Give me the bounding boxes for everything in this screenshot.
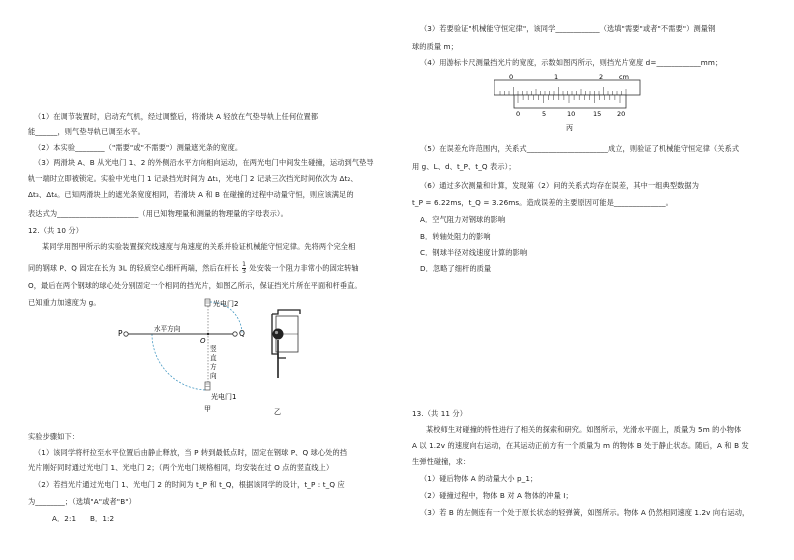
caption-jia: 甲 [204,405,211,413]
q11-line-6: Δt₃、Δt₄。已知两滑块上的遮光条宽度相同，若滑块 A 和 B 在碰撞的过程中动量守恒，则应该满足的 [28,190,354,199]
q13-sub-2: （2）碰撞过程中，物体 B 对 A 物体的冲量 I； [420,491,573,500]
q12-part6-line-2: t_P = 6.22ms，t_Q = 3.26ms。造成误差的主要原因可能是______________。 [412,198,673,207]
label-horizontal: 水平方向 [154,325,181,333]
choice-d: D．忽略了细杆的质量 [420,264,492,273]
q13-line-3: 生弹性碰撞，求： [412,457,471,466]
q13-line-2: A 以 1.2v 的速度向右运动，在其运动正前方有一个质量为 m 的物体 B 处于静止状态。随后，A 和 B 发 [412,441,749,450]
q12-part5-line-1: （5）在误差允许范围内，关系式______________________成立，则验证了机械能守恒定律（关系式 [420,144,740,153]
fraction-denominator: 3 [242,268,247,275]
step-2a: （2）若挡光片通过光电门 1、光电门 2 的时间为 t_P 和 t_Q，根据该同学的设计，t_P : t_Q 应 [34,480,345,489]
photogate-2 [205,299,210,306]
circular-path-left [152,334,206,390]
vernier-label-10: 10 [567,110,576,118]
photogate-1 [205,382,210,390]
q12-part4: （4）用游标卡尺测量挡光片的宽度，示数如图丙所示，则挡光片宽度 d=____________mm； [420,58,723,67]
q13-sub-3: （3）若 B 的左侧连有一个处于原长状态的轻弹簧，如图所示。物体 A 仍然相同速度 1.2v 向右运动， [420,508,750,517]
fraction-numerator: 1 [242,261,247,268]
ball-q [233,332,237,336]
step-1b: 光片刚好同时通过光电门 1、光电门 2；（两个光电门规格相同，均安装在过 O 点的竖直线上） [28,463,334,472]
option-a: A．2:1 [52,514,77,523]
main-label-0: 0 [509,73,514,81]
vernier-label-20: 20 [617,110,626,118]
q12-part6-line-1: （6）通过多次测量和计算，发现第（2）问的关系式均存在误差，其中一组典型数据为 [420,181,699,190]
label-p: P [118,329,123,338]
q11-line-4: （3）两滑块 A、B 从光电门 1、2 的外侧沿水平方向相向运动，在两光电门中间发生碰撞，运动到气垫导 [34,158,374,167]
label-gate2: 光电门2 [213,300,239,308]
choice-b: B．转轴处阻力的影响 [420,232,491,241]
q11-line-3: （2）本实验________（"需要"或"不需要"）测量遮光条的宽度。 [34,143,243,152]
q12-part3-line-2: 球的质量 m； [412,42,458,51]
fraction [242,262,246,275]
label-q: Q [239,329,245,338]
main-scale [494,80,640,95]
q12-line-2 [28,262,359,275]
choice-c: C．钢球半径对线速度计算的影响 [420,248,528,257]
q12-line-3: O，最后在两个钢球的球心处分别固定一个相同的挡光片，如图乙所示，保证挡光片所在平面和杆垂直。 [28,281,362,290]
figure-yi [256,306,316,422]
q13-line-1: 某校师生对碰撞的特性进行了相关的探索和研究。如图所示，光滑水平面上，质量为 5m 的小物体 [426,425,742,434]
q12-part5-line-2: 用 g、L、d、t_P、t_Q 表示）； [412,162,516,171]
label-vertical-4: 向 [210,372,217,380]
label-o: O [200,337,206,345]
pivot-o [207,333,209,335]
steps-title: 实验步骤如下： [28,432,80,441]
caption-bing: 丙 [566,124,573,132]
option-b: B．1:2 [90,514,115,523]
step-1a: （1）该同学将杆拉至水平位置后由静止释放，当 P 转到最低点时，固定在钢球 P、Q 球心处的挡 [34,448,348,457]
main-unit: cm [619,73,629,81]
q13-sub-1: （1）碰后物体 A 的动量大小 p_1； [420,474,538,483]
label-vertical-1: 竖 [210,345,217,353]
q12-line-2b: 处安装一个阻力非常小的固定转轴 [249,263,359,273]
q13-heading: 13.（共 11 分） [412,409,467,418]
label-gate1: 光电门1 [211,393,237,401]
vernier-label-5: 5 [542,110,547,118]
ball-p [124,332,128,336]
steel-ball [273,329,284,340]
q12-line-4: 已知重力加速度为 g。 [28,298,101,307]
q12-line-2a: 同的钢球 P、Q 固定在长为 3L 的轻质空心细杆两端，然后在杆长 [28,263,239,273]
q12-part3-line-1: （3）若要验证"机械能守恒定律"，该同学____________（选填"需要"或者"不需要"）测量钢 [420,24,716,33]
q11-line-2: 能______，则气垫导轨已调至水平。 [28,127,145,136]
figure-jia [118,298,248,420]
q12-heading: 12.（共 10 分） [28,226,83,235]
figure-bing-caliper [494,70,644,136]
caption-yi: 乙 [274,408,281,416]
step-2b: 为________；（选填"A"或者"B"） [28,497,136,506]
vernier-label-0: 0 [516,110,521,118]
q12-line-1: 某同学用图甲所示的实验装置探究线速度与角速度的关系并验证机械能守恒定律。先将两个完全相 [42,242,356,251]
main-label-2: 2 [599,73,604,81]
choice-a: A．空气阻力对钢球的影响 [420,215,506,224]
q11-line-1: （1）在调节装置时，启动充气机，经过调整后，将滑块 A 轻放在气垫导轨上任何位置都 [34,112,319,121]
q11-line-7: 表达式为______________________（用已知物理量和测量的物理量的字母表示）。 [28,209,288,218]
vernier-scale [514,95,626,108]
label-vertical-3: 方 [210,363,217,371]
main-label-1: 1 [554,73,559,81]
vernier-label-15: 15 [593,110,602,118]
q11-line-5: 轨一端时立即被锁定。实验中光电门 1 记录挡光时间为 Δt₁，光电门 2 记录三次挡光时间依次为 Δt₂、 [28,174,358,183]
label-vertical-2: 直 [210,354,217,362]
